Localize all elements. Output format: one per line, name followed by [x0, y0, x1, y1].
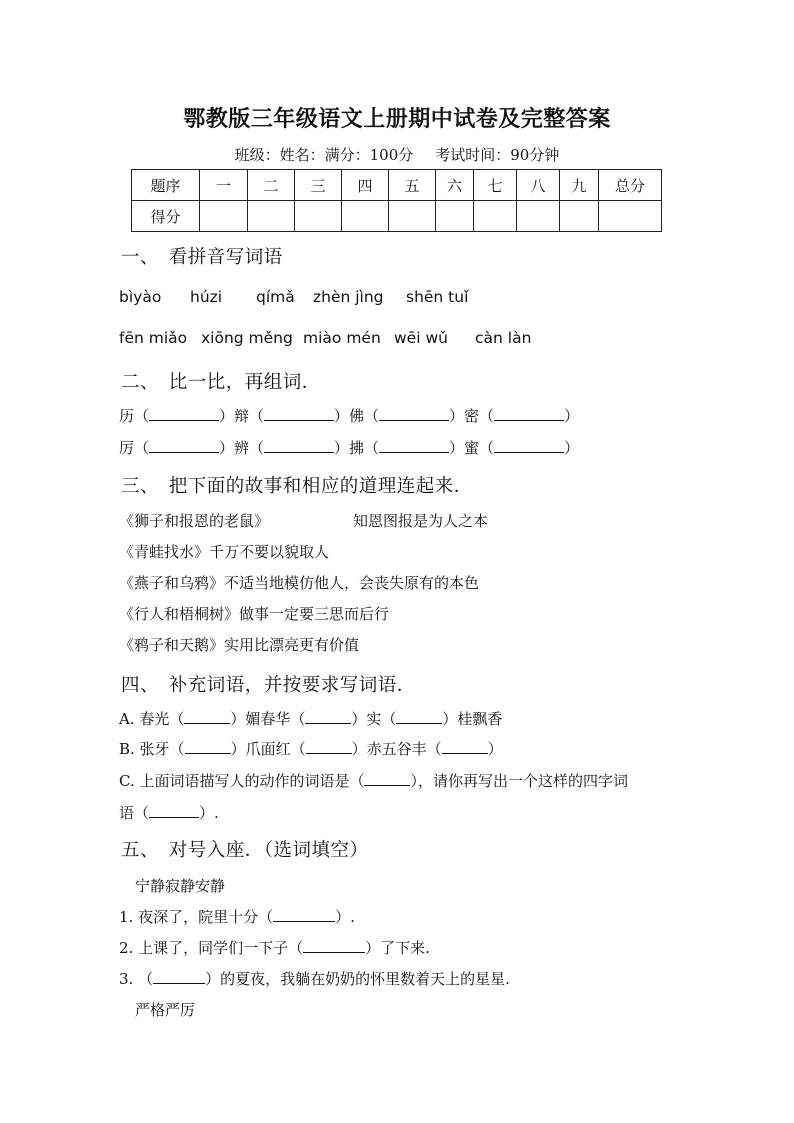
- fill-question-3: [119, 968, 510, 989]
- question-text: ）的夏夜，我躺在奶奶的怀里数着天上的星星.: [205, 970, 510, 988]
- exam-title: 鄂教版三年级语文上册期中试卷及完整答案: [183, 107, 611, 132]
- char-label: ）密（: [449, 407, 495, 425]
- story-title: 《狮子和报恩的老鼠》: [119, 512, 270, 530]
- question-text: ）.: [199, 804, 219, 822]
- section-3-title: 三、 把下面的故事和相应的道理连起来．: [121, 476, 473, 497]
- pinyin-item: miào mén: [303, 329, 381, 347]
- score-row-label: 得分: [132, 201, 200, 232]
- char-label: 厉（: [119, 439, 150, 457]
- header-cell: 二: [248, 170, 295, 201]
- idiom-text: ）实（: [351, 710, 397, 728]
- question-text: 1. 夜深了，院里十分（: [119, 908, 274, 926]
- idiom-row-b: [119, 738, 503, 759]
- header-cell: 四: [342, 170, 389, 201]
- pinyin-item: shēn tuǐ: [406, 288, 469, 306]
- story-line: 《燕子和乌鸦》不适当地模仿他人，会丧失原有的本色: [119, 574, 480, 592]
- story-line: [119, 510, 488, 531]
- section-1-title: 一、 看拼音写词语: [121, 247, 283, 268]
- header-cell: 九: [560, 170, 599, 201]
- char-label: 历（: [119, 407, 150, 425]
- answer-blank[interactable]: [184, 709, 230, 724]
- idiom-text: ）桂飘香: [442, 710, 503, 728]
- idiom-row-c-cont: [119, 802, 219, 823]
- answer-blank[interactable]: [303, 938, 365, 953]
- answer-blank[interactable]: [442, 739, 488, 754]
- answer-blank[interactable]: [149, 438, 219, 453]
- header-cell: 八: [517, 170, 560, 201]
- question-text: ），请你再写出一个这样的四字词: [410, 772, 628, 790]
- class-name-score-info: 班级：姓名：满分：100分: [234, 146, 414, 164]
- pinyin-item: bìyào: [119, 288, 162, 306]
- story-line: 《行人和梧桐树》做事一定要三思而后行: [119, 605, 390, 623]
- char-label: ）: [564, 407, 580, 425]
- pinyin-item: fēn miǎo: [119, 329, 188, 347]
- score-table-score-row: [132, 201, 662, 232]
- answer-blank[interactable]: [494, 406, 564, 421]
- score-cell[interactable]: [599, 201, 662, 232]
- header-cell: 一: [200, 170, 248, 201]
- idiom-row-c: [119, 770, 628, 791]
- answer-blank[interactable]: [306, 739, 352, 754]
- section-5-title: 五、 对号入座．（选词填空）: [121, 840, 369, 861]
- score-cell[interactable]: [474, 201, 517, 232]
- answer-blank[interactable]: [379, 406, 449, 421]
- pinyin-item: zhèn jìng: [313, 288, 384, 306]
- score-cell[interactable]: [436, 201, 474, 232]
- char-label: ）佛（: [334, 407, 380, 425]
- idiom-text: ）爪面红（: [230, 740, 306, 758]
- header-cell: 七: [474, 170, 517, 201]
- pinyin-item: húzi: [190, 288, 223, 306]
- answer-blank[interactable]: [264, 406, 334, 421]
- pinyin-item: wēi wǔ: [394, 329, 448, 347]
- exam-time: 考试时间：90分钟: [435, 146, 560, 164]
- answer-blank[interactable]: [494, 438, 564, 453]
- question-text: ）了下来.: [365, 939, 430, 957]
- char-label: ）辨（: [219, 439, 265, 457]
- pinyin-item: qímǎ: [256, 288, 295, 306]
- word-choice-group-2: 严格严厉: [135, 1001, 196, 1019]
- pinyin-item: càn làn: [475, 329, 532, 347]
- header-cell: 六: [436, 170, 474, 201]
- word-choice-group-1: 宁静寂静安静: [135, 877, 226, 895]
- story-line: 《鸦子和天鹅》实用比漂亮更有价值: [119, 636, 360, 654]
- moral-text: 知恩图报是为人之本: [353, 512, 489, 530]
- answer-blank[interactable]: [396, 709, 442, 724]
- idiom-text: A. 春光（: [119, 710, 185, 728]
- pinyin-item: xiōng měng: [201, 329, 293, 347]
- answer-blank[interactable]: [264, 438, 334, 453]
- char-label: ）辩（: [219, 407, 265, 425]
- header-cell: 五: [389, 170, 436, 201]
- answer-blank[interactable]: [379, 438, 449, 453]
- answer-blank[interactable]: [153, 969, 205, 984]
- score-cell[interactable]: [295, 201, 342, 232]
- fill-question-1: [119, 906, 355, 927]
- question-text: 2. 上课了，同学们一下子（: [119, 939, 304, 957]
- idiom-text: ）: [487, 740, 503, 758]
- idiom-text: B. 张牙（: [119, 740, 185, 758]
- answer-blank[interactable]: [149, 406, 219, 421]
- header-cell: 总分: [599, 170, 662, 201]
- question-text: C. 上面词语描写人的动作的词语是（: [119, 772, 365, 790]
- score-cell[interactable]: [342, 201, 389, 232]
- answer-blank[interactable]: [305, 709, 351, 724]
- char-label: ）: [564, 439, 580, 457]
- idiom-row-a: [119, 708, 502, 729]
- score-table: [131, 169, 662, 232]
- section-2-title: 二、 比一比，再组词．: [121, 372, 321, 393]
- exam-info: [0, 144, 794, 165]
- score-cell[interactable]: [200, 201, 248, 232]
- score-table-header-row: [132, 170, 662, 201]
- score-cell[interactable]: [560, 201, 599, 232]
- idiom-text: ）媚春华（: [230, 710, 306, 728]
- question-text: ）.: [335, 908, 355, 926]
- answer-blank[interactable]: [364, 771, 410, 786]
- story-line: 《青蛙找水》千万不要以貌取人: [119, 543, 330, 561]
- header-cell: 题序: [132, 170, 200, 201]
- compare-row-2: [119, 437, 579, 458]
- char-label: ）蜜（: [449, 439, 495, 457]
- char-label: ）拂（: [334, 439, 380, 457]
- score-cell[interactable]: [248, 201, 295, 232]
- answer-blank[interactable]: [273, 907, 335, 922]
- question-text: 语（: [119, 804, 150, 822]
- answer-blank[interactable]: [149, 803, 199, 818]
- section-4-title: 四、 补充词语，并按要求写词语．: [121, 675, 416, 696]
- idiom-text: ）赤五谷丰（: [351, 740, 442, 758]
- header-cell: 三: [295, 170, 342, 201]
- answer-blank[interactable]: [185, 739, 231, 754]
- fill-question-2: [119, 937, 430, 958]
- score-cell[interactable]: [517, 201, 560, 232]
- compare-row-1: [119, 405, 579, 426]
- question-text: 3. （: [119, 970, 154, 988]
- score-cell[interactable]: [389, 201, 436, 232]
